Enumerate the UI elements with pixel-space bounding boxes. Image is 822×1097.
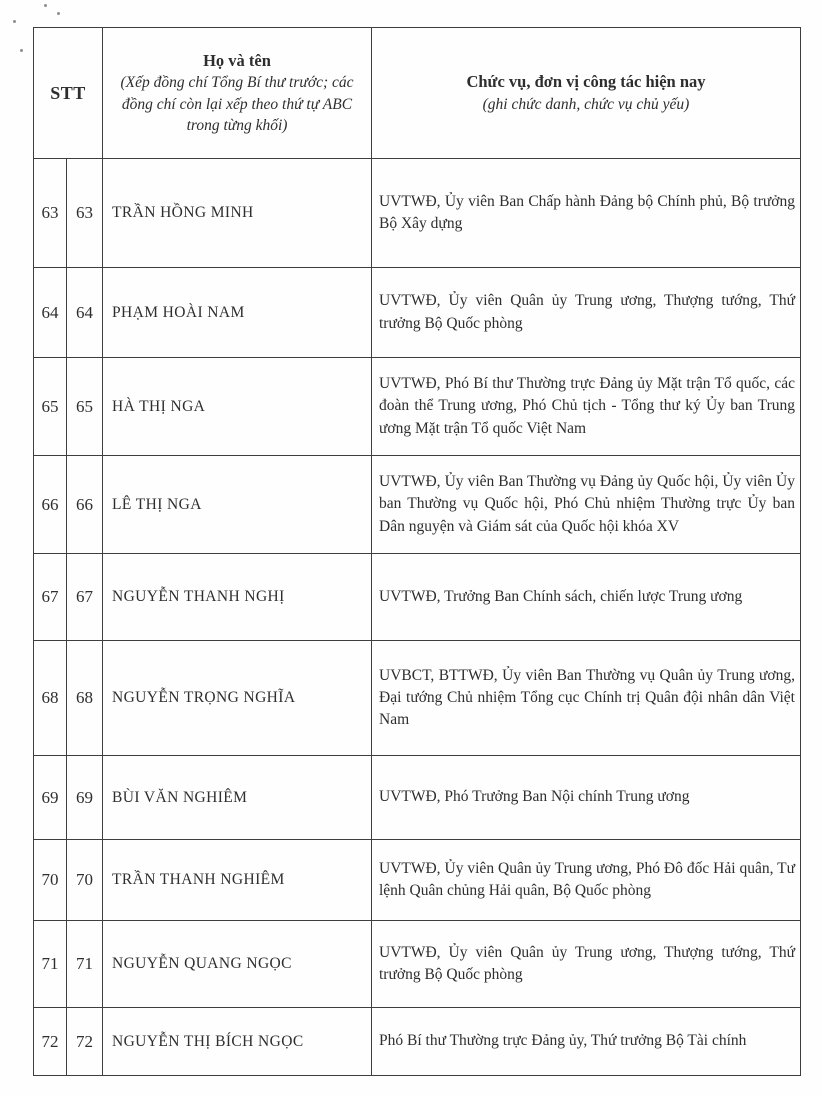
row-number-inner: 66 [67,456,103,554]
official-name: PHẠM HOÀI NAM [103,268,372,358]
row-number-outer: 67 [34,554,67,641]
official-position: UVTWĐ, Ủy viên Quân ủy Trung ương, Thượng tướng, Thứ trưởng Bộ Quốc phòng [379,943,795,983]
official-name: TRẦN THANH NGHIÊM [103,840,372,921]
official-position: UVTWĐ, Ủy viên Quân ủy Trung ương, Phó Đô đốc Hải quân, Tư lệnh Quân chủng Hải quân, Bộ Quốc phòng [379,859,795,899]
official-position: UVTWĐ, Trưởng Ban Chính sách, chiến lược Trung ương [379,587,743,605]
table-row [34,268,801,358]
row-number-outer: 68 [34,641,67,756]
row-number-inner: 69 [67,756,103,840]
official-position: UVBCT, BTTWĐ, Ủy viên Ban Thường vụ Quân ủy Trung ương, Đại tướng Chủ nhiệm Tổng cục Chính trị Quân đội nhân dân Việt Nam [379,666,795,729]
official-name: TRẦN HỒNG MINH [103,159,372,268]
table-body [34,159,801,1076]
official-name: BÙI VĂN NGHIÊM [103,756,372,840]
table-row [34,456,801,554]
column-header-position [372,28,801,159]
row-number-outer: 64 [34,268,67,358]
row-number-outer: 66 [34,456,67,554]
row-number-outer: 71 [34,921,67,1008]
header-row [34,28,801,159]
row-number-outer: 63 [34,159,67,268]
official-position: Phó Bí thư Thường trực Đảng ủy, Thứ trưởng Bộ Tài chính [379,1032,747,1050]
official-name: NGUYỄN TRỌNG NGHĨA [103,641,372,756]
official-name: HÀ THỊ NGA [103,358,372,456]
scan-speck [13,20,16,23]
official-position: UVTWĐ, Ủy viên Quân ủy Trung ương, Thượng tướng, Thứ trưởng Bộ Quốc phòng [379,292,795,332]
row-number-inner: 65 [67,358,103,456]
column-header-stt: STT [34,28,103,159]
row-number-inner: 68 [67,641,103,756]
row-number-inner: 71 [67,921,103,1008]
row-number-inner: 64 [67,268,103,358]
position-column-title: Chức vụ, đơn vị công tác hiện nay [466,72,706,92]
official-name: NGUYỄN QUANG NGỌC [103,921,372,1008]
table-row [34,921,801,1008]
table-header [34,28,801,159]
official-name: NGUYỄN THỊ BÍCH NGỌC [103,1008,372,1076]
official-position: UVTWĐ, Ủy viên Ban Chấp hành Đảng bộ Chính phủ, Bộ trưởng Bộ Xây dựng [379,192,795,232]
row-number-outer: 69 [34,756,67,840]
scan-speck [44,4,47,7]
row-number-outer: 65 [34,358,67,456]
table-row [34,1008,801,1076]
table-row [34,159,801,268]
row-number-inner: 67 [67,554,103,641]
official-name: NGUYỄN THANH NGHỊ [103,554,372,641]
row-number-inner: 63 [67,159,103,268]
table-row [34,358,801,456]
official-name: LÊ THỊ NGA [103,456,372,554]
official-position: UVTWĐ, Phó Trưởng Ban Nội chính Trung ương [379,788,690,806]
column-header-name [103,28,372,159]
row-number-outer: 72 [34,1008,67,1076]
table-row [34,756,801,840]
officials-table [33,27,801,1076]
row-number-inner: 70 [67,840,103,921]
table-row [34,641,801,756]
position-column-note: (ghi chức danh, chức vụ chủ yếu) [482,95,690,113]
table-row [34,554,801,641]
row-number-inner: 72 [67,1008,103,1076]
official-position: UVTWĐ, Ủy viên Ban Thường vụ Đảng ủy Quốc hội, Ủy viên Ủy ban Thường vụ Quốc hội, Phó Chủ nhiệm Thường trực Ủy ban Dân nguyện và Giám sát của Quốc hội khóa XV [379,473,795,535]
scan-speck [20,49,23,52]
row-number-outer: 70 [34,840,67,921]
name-column-title: Họ và tên [203,50,271,70]
official-position: UVTWĐ, Phó Bí thư Thường trực Đảng ủy Mặt trận Tổ quốc, các đoàn thể Trung ương, Phó Chủ tịch - Tổng thư ký Ủy ban Trung ương Mặt trận Tổ quốc Việt Nam [379,375,795,437]
name-column-note: (Xếp đồng chí Tổng Bí thư trước; các đồng chí còn lại xếp theo thứ tự ABC trong từng khối) [120,74,354,134]
scan-speck [57,12,60,15]
table-row [34,840,801,921]
